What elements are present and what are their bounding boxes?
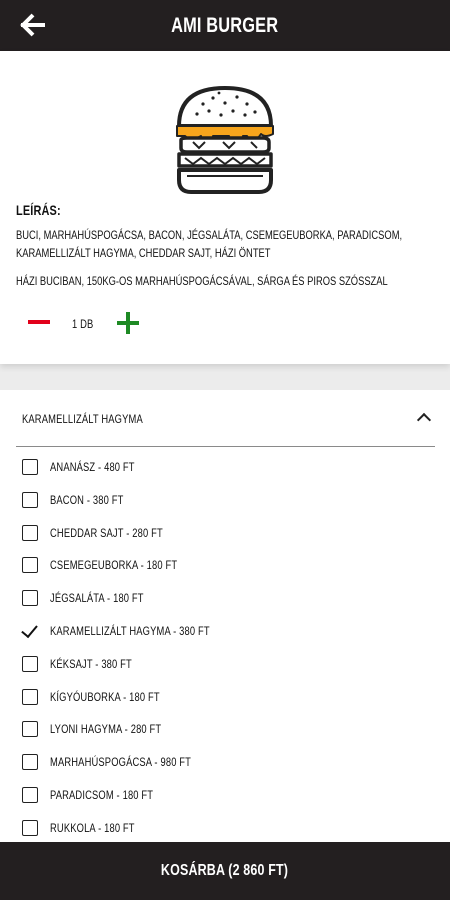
extra-option-label: MARHAHÚSPOGÁCSA - 980 FT [50, 755, 192, 770]
checkbox[interactable] [22, 492, 38, 508]
description-label: LEÍRÁS: [16, 202, 61, 218]
extra-option-label: ANANÁSZ - 480 FT [50, 460, 135, 474]
top-bar [0, 0, 450, 51]
quantity-value: 1 DB [72, 317, 94, 331]
description-text: BUCI, MARHAHÚSPOGÁCSA, BACON, JÉGSALÁTA, CSEMEGEUBORKA, PARADICSOM, KARAMELLIZÁLT HAGYMA, CHEDDAR SAJT, HÁZI ÖNTET [16, 228, 403, 260]
extra-option-label: PARADICSOM - 180 FT [50, 788, 154, 802]
checkbox[interactable] [22, 754, 38, 770]
extra-option[interactable] [22, 521, 322, 545]
extra-option-label: KÉKSAJT - 380 FT [50, 656, 132, 671]
extra-option[interactable] [22, 619, 322, 643]
extra-option[interactable] [22, 652, 322, 676]
checkbox[interactable] [22, 820, 38, 836]
extra-option[interactable] [22, 553, 322, 577]
checkbox[interactable] [22, 525, 38, 541]
extra-option[interactable] [22, 455, 322, 479]
extra-option[interactable] [22, 586, 322, 610]
extra-option[interactable] [22, 488, 322, 512]
checkbox-checked[interactable] [22, 623, 38, 639]
extra-option[interactable] [22, 750, 322, 774]
add-to-cart-label: KOSÁRBA (2 860 FT) [161, 862, 289, 879]
decrease-quantity-button[interactable] [27, 310, 51, 334]
burger-icon [173, 84, 277, 196]
extra-option[interactable] [22, 685, 322, 709]
extra-option-label: LYONI HAGYMA - 280 FT [50, 722, 162, 737]
product-subtitle: HÁZI BUCIBAN, 150KG-OS MARHAHÚSPOGÁCSÁVAL, SÁRGA ÉS PIROS SZÓSSZAL [16, 274, 388, 288]
extras-panel [0, 390, 450, 842]
extra-option[interactable] [22, 717, 322, 741]
checkbox[interactable] [22, 590, 38, 606]
extra-option[interactable] [22, 783, 322, 807]
checkbox[interactable] [22, 721, 38, 737]
extra-option-label: RUKKOLA - 180 FT [50, 820, 135, 835]
extra-option-label: CHEDDAR SAJT - 280 FT [50, 525, 163, 540]
extra-option[interactable] [22, 816, 322, 840]
extras-section-header[interactable] [16, 390, 435, 447]
extra-option-label: KARAMELLIZÁLT HAGYMA - 380 FT [50, 624, 210, 638]
checkbox[interactable] [22, 787, 38, 803]
add-to-cart-button[interactable] [0, 842, 450, 900]
checkbox[interactable] [22, 557, 38, 573]
checkbox[interactable] [22, 459, 38, 475]
page-title: AMI BURGER [171, 14, 279, 37]
extra-option-label: KÍGYÓUBORKA - 180 FT [50, 689, 160, 704]
extra-option-label: BACON - 380 FT [50, 492, 124, 507]
extras-section-title: KARAMELLIZÁLT HAGYMA [22, 412, 143, 426]
extra-option-label: JÉGSALÁTA - 180 FT [50, 591, 144, 606]
checkbox[interactable] [22, 656, 38, 672]
product-card [0, 51, 450, 364]
extra-option-label: CSEMEGEUBORKA - 180 FT [50, 558, 178, 573]
chevron-up-icon [417, 413, 431, 427]
increase-quantity-button[interactable] [116, 311, 140, 335]
checkbox[interactable] [22, 689, 38, 705]
